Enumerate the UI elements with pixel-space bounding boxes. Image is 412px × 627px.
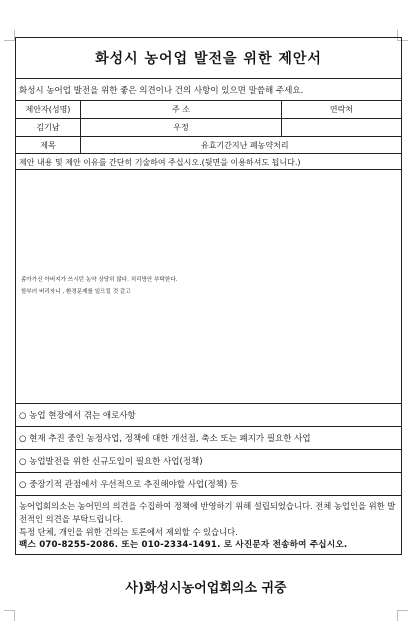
- option-policy-improvement: ○ 현재 추진 중인 농정사업, 정책에 대한 개선점, 축소 또는 폐지가 필요한 사업: [16, 427, 401, 450]
- proposer-name-label: 제안자(성명): [25, 105, 71, 114]
- proposer-name-value[interactable]: 김기남: [36, 123, 60, 132]
- proposer-value-row: [16, 119, 401, 137]
- crop-mark-bottom-right: [397, 610, 408, 621]
- content-line-2: 함부러 버리자니 , 환경문제를 일으킬 것 같고: [21, 289, 131, 295]
- address-value[interactable]: 우정: [80, 119, 281, 136]
- option-long-term-priority: ○ 중장기적 관점에서 우선적으로 추진해야할 사업(정책) 등: [16, 473, 401, 496]
- form-title: 화성시 농어업 발전을 위한 제안서: [16, 38, 401, 79]
- contact-value[interactable]: [281, 119, 401, 136]
- subject-value[interactable]: 유효기간지난 폐농약처리: [80, 137, 401, 154]
- proposer-header-row: [16, 101, 401, 119]
- crop-mark-top-left: [4, 30, 15, 41]
- footer-purpose-text: 농어업회의소는 농어민의 의견을 수집하여 정책에 반영하기 위해 설립되었습니다. 전체 농업인을 위한 발전적인 의견을 부탁드립니다.: [19, 501, 396, 524]
- content-line-1: 좀아가신 아버지가 쓰시던 농약 상당히 많다. 처리방안 부탁한다.: [21, 277, 178, 283]
- subject-label: 제목: [40, 141, 56, 150]
- footer-exclusion-text: 특정 단체, 개인을 위한 건의는 토론에서 제외할 수 있습니다.: [19, 527, 238, 537]
- footer-notes: [16, 496, 401, 554]
- address-label: 주 소: [80, 101, 281, 118]
- proposal-content-area[interactable]: [16, 170, 401, 404]
- option-field-issues: ○ 농업 현장에서 겪는 애로사항: [16, 404, 401, 427]
- subject-row: [16, 137, 401, 154]
- contact-label: 연락처: [281, 101, 401, 118]
- proposal-form: [15, 37, 402, 555]
- recipient-signature: 사)화성시농어업회의소 귀중: [125, 581, 287, 596]
- crop-mark-bottom-left: [4, 610, 15, 621]
- option-new-program: ○ 농업발전을 위한 신규도입이 필요한 사업(정책): [16, 450, 401, 473]
- form-notice: 화성시 농어업 발전을 위한 좋은 의견이나 건의 사항이 있으면 말씀해 주세요.: [16, 79, 401, 101]
- content-instruction: 제안 내용 및 제안 이유를 간단히 기술하여 주십시오.(뒷면을 이용하셔도 됩니다.): [16, 154, 401, 170]
- footer-fax-text: 팩스 070-8255-2086. 또는 010-2334-1491. 로 사진문자 전송하여 주십시오.: [19, 540, 348, 550]
